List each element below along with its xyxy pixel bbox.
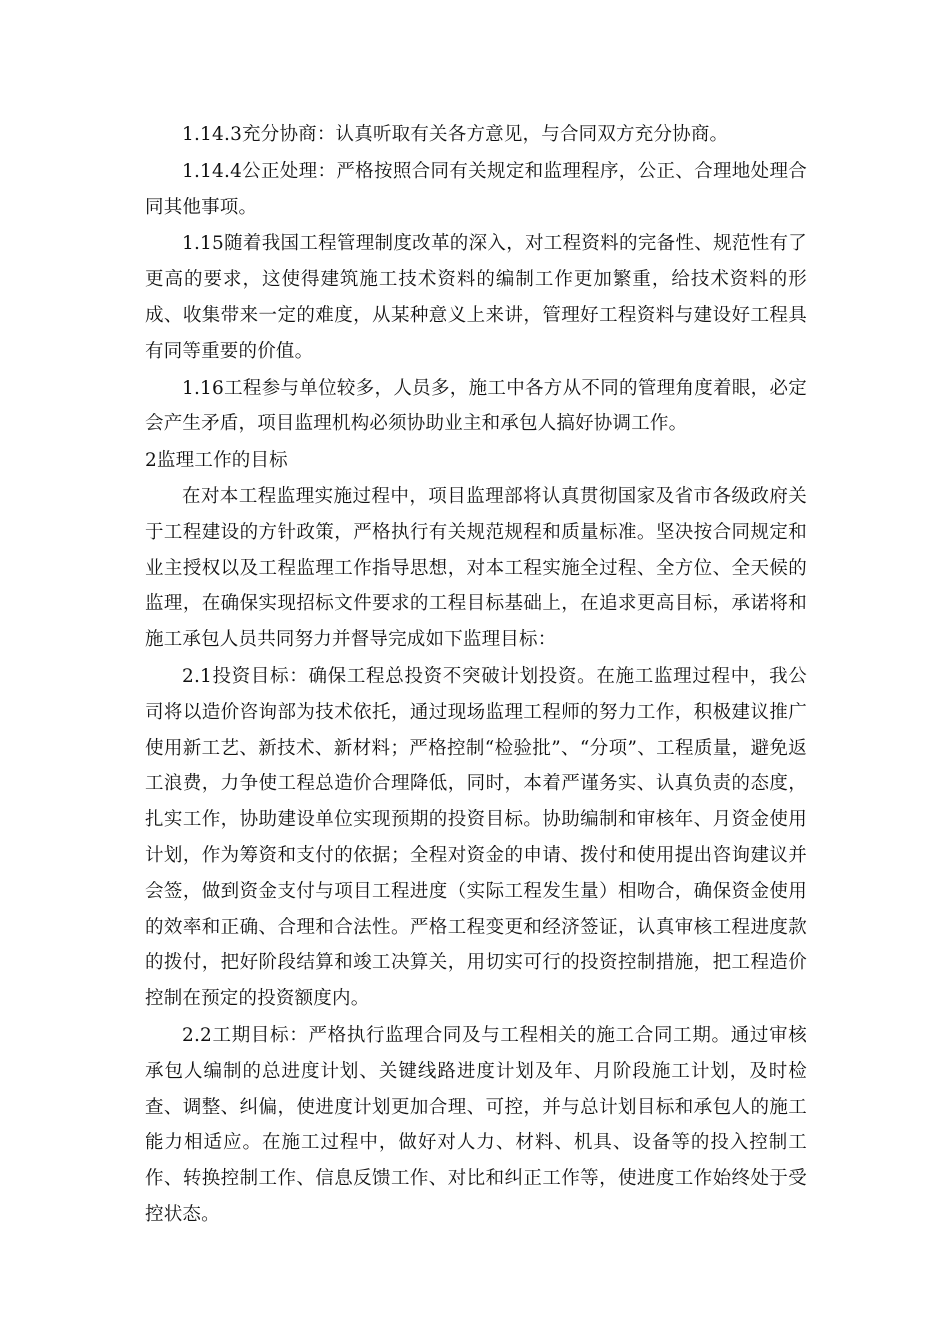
section-heading-2: 2监理工作的目标 — [145, 450, 288, 472]
paragraph-1-14-3: 1.14.3充分协商：认真听取有关各方意见，与合同双方充分协商。 — [182, 124, 729, 145]
paragraph-1-16: 1.16工程参与单位较多，人员多，施工中各方从不同的管理角度着眼，必定会产生矛盾，项目监理机构必须协助业主和承包人搞好协调工作。 — [145, 377, 807, 435]
paragraph-1-15: 1.15随着我国工程管理制度改革的深入，对工程资料的完备性、规范性有了更高的要求，这使得建筑施工技术资料的编制工作更加繁重，给技术资料的形成、收集带来一定的难度，从某种意义上来讲，管理好工程资料与建设好工程具有同等重要的价值。 — [145, 233, 807, 362]
paragraph-1-14-4: 1.14.4公正处理：严格按照合同有关规定和监理程序，公正、合理地处理合同其他事项。 — [145, 160, 807, 218]
paragraph-2-1: 2.1投资目标：确保工程总投资不突破计划投资。在施工监理过程中，我公司将以造价咨询部为技术依托，通过现场监理工程师的努力工作，积极建议推广使用新工艺、新技术、新材料；严格控制“检验批”、“分项”、工程质量，避免返工浪费，力争使工程总造价合理降低，同时，本着严谨务实、认真负责的态度，扎实工作，协助建设单位实现预期的投资目标。协助编制和审核年、月资金使用计划，作为筹资和支付的依据；全程对资金的申请、拨付和使用提出咨询建议并会签，做到资金支付与项目工程进度（实际工程发生量）相吻合，确保资金使用的效率和正确、合理和合法性。严格工程变更和经济签证，认真审核工程进度款的拨付，把好阶段结算和竣工决算关，用切实可行的投资控制措施，把工程造价控制在预定的投资额度内。 — [145, 665, 807, 1010]
paragraph-2-intro: 在对本工程监理实施过程中，项目监理部将认真贯彻国家及省市各级政府关于工程建设的方针政策，严格执行有关规范规程和质量标准。坚决按合同规定和业主授权以及工程监理工作指导思想，对本工程实施全过程、全方位、全天候的监理，在确保实现招标文件要求的工程目标基础上，在追求更高目标，承诺将和施工承包人员共同努力并督导完成如下监理目标： — [145, 485, 807, 651]
document-body — [145, 117, 807, 1234]
paragraph-2-2: 2.2工期目标：严格执行监理合同及与工程相关的施工合同工期。通过审核承包人编制的总进度计划、关键线路进度计划及年、月阶段施工计划，及时检查、调整、纠偏，使进度计划更加合理、可控，并与总计划目标和承包人的施工能力相适应。在施工过程中，做好对人力、材料、机具、设备等的投入控制工作、转换控制工作、信息反馈工作、对比和纠正工作等，使进度工作始终处于受控状态。 — [145, 1024, 807, 1225]
